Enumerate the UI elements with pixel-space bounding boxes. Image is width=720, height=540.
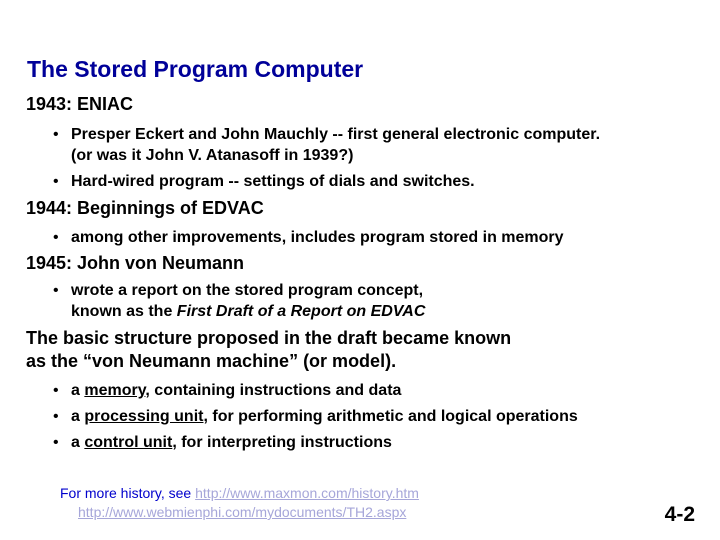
basic-structure-paragraph	[26, 327, 511, 373]
bullet-text: among other improvements, includes program stored in memory	[71, 229, 564, 246]
bullet-prefix: a	[71, 408, 85, 425]
term-memory: memory	[84, 382, 146, 399]
bullet-text: Presper Eckert and John Mauchly -- first general electronic computer.	[71, 126, 601, 143]
paragraph-line-1: The basic structure proposed in the draft became known	[26, 328, 512, 348]
history-link-maxmon[interactable]: http://www.maxmon.com/history.htm	[195, 485, 419, 501]
bullet-hard-wired-program	[53, 171, 475, 192]
heading-1945-von-neumann: 1945: John von Neumann	[26, 253, 245, 273]
bullet-text-continuation: (or was it John V. Atanasoff in 1939?)	[71, 147, 354, 164]
bullet-rest: , containing instructions and data	[145, 382, 402, 399]
heading-1943-eniac: 1943: ENIAC	[26, 94, 134, 114]
bullet-dot: •	[53, 282, 59, 299]
history-link-webmienphi[interactable]: http://www.webmienphi.com/mydocuments/TH2.aspx	[78, 504, 407, 520]
bullet-program-stored-in-memory	[53, 227, 564, 248]
bullet-dot: •	[53, 229, 59, 246]
paragraph-line-2: as the “von Neumann machine” (or model).	[26, 351, 397, 371]
term-control-unit: control unit	[84, 434, 173, 451]
bullet-dot: •	[53, 408, 59, 425]
bullet-text: wrote a report on the stored program concept,	[71, 282, 424, 299]
bullet-processing-unit	[53, 406, 578, 427]
page-number: 4-2	[664, 503, 695, 526]
bullet-text-prefix: known as the	[71, 303, 177, 320]
slide-title: The Stored Program Computer	[27, 56, 364, 82]
bullet-prefix: a	[71, 382, 85, 399]
heading-1944-edvac: 1944: Beginnings of EDVAC	[26, 198, 264, 218]
report-title: First Draft of a Report on EDVAC	[176, 303, 426, 320]
bullet-eniac-first-computer	[53, 124, 600, 166]
footer-prefix: For more history, see	[60, 485, 196, 501]
bullet-rest: , for interpreting instructions	[172, 434, 392, 451]
bullet-von-neumann-report	[53, 280, 425, 322]
bullet-text: Hard-wired program -- settings of dials and switches.	[71, 173, 475, 190]
bullet-dot: •	[53, 434, 59, 451]
bullet-dot: •	[53, 382, 59, 399]
bullet-rest: , for performing arithmetic and logical operations	[203, 408, 578, 425]
bullet-memory	[53, 380, 401, 401]
footer-history-links	[60, 484, 419, 522]
term-processing-unit: processing unit	[84, 408, 204, 425]
bullet-prefix: a	[71, 434, 85, 451]
bullet-dot: •	[53, 173, 59, 190]
bullet-control-unit	[53, 432, 392, 453]
bullet-dot: •	[53, 126, 59, 143]
